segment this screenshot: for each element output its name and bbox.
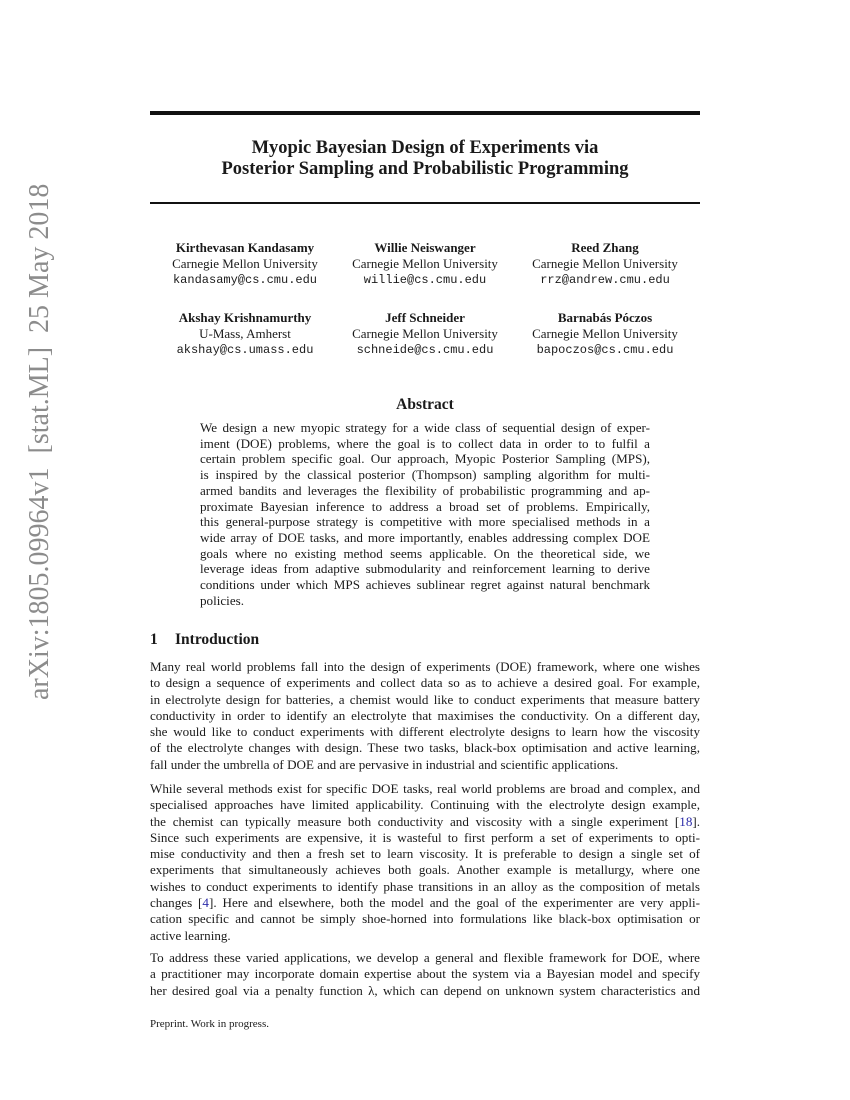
text-line: is inspired by the classical posterior (Thompson) sampling algorithm for multi- [200,467,650,483]
abstract-heading: Abstract [396,396,454,413]
text-line: Since such experiments are expensive, it is wasteful to first perform a set of experiments to opti- [150,829,700,845]
text-line: leverage ideas from adaptive submodularity and reinforcement learning to derive [200,561,650,577]
author-email[interactable]: akshay@cs.umass.edu [176,343,314,357]
paragraph [150,950,700,999]
text-line: goals where no existing method seems applicable. On the theoretical side, we [200,545,650,561]
abstract-text [200,420,650,608]
section-number: 1 [150,631,158,648]
citation-link[interactable]: 4 [202,895,209,911]
author [335,240,515,288]
author [515,310,695,358]
text-line: wishes to conduct experiments to identify phase transitions in an alloy as the composition of metals [150,878,700,894]
paragraph [150,659,700,773]
author-name: Reed Zhang [571,240,639,255]
text-line: policies. [200,592,244,608]
text-segment: changes [ [150,895,203,911]
author-email[interactable]: willie@cs.cmu.edu [363,273,487,287]
author-affiliation: U-Mass, Amherst [199,326,291,341]
text-line: armed bandits and leverages the flexibility of probabilistic programming and ap- [200,482,650,498]
text-line: proximate Bayesian inference to address a broad set of problems. Empirically, [200,498,650,514]
text-line: her desired goal via a penalty function λ, which can depend on unknown system characteristics and [150,982,700,998]
text-segment: ]. [692,813,700,829]
arxiv-date: 25 May 2018 [24,183,55,333]
text-line: conditions under which MPS achieves sublinear regret against natural benchmark [200,577,650,593]
text-line: experiments that simultaneously achieves both goals. Another example is metallurgy, where one [150,862,700,878]
author [515,240,695,288]
title-top-rule [150,111,700,115]
arxiv-identifier [24,184,56,700]
text-line: certain problem specific goal. Our approach, Myopic Posterior Sampling (MPS), [200,451,650,467]
paragraph [150,781,700,944]
text-line: conductivity in order to identify an electrolyte that maximises the conductivity. On a different day, [150,707,700,723]
arxiv-id: arXiv:1805.09964v1 [24,467,55,700]
title-line-1: Myopic Bayesian Design of Experiments via [251,138,599,158]
author-affiliation: Carnegie Mellon University [532,256,678,271]
title-bottom-rule [150,202,700,204]
author-name: Barnabás Póczos [557,310,653,325]
author-email[interactable]: bapoczos@cs.cmu.edu [536,343,674,357]
title-line-2: Posterior Sampling and Probabilistic Programming [221,159,629,179]
text-line [150,895,700,911]
citation-link[interactable]: 18 [679,813,693,829]
author-email[interactable]: schneide@cs.cmu.edu [356,343,494,357]
section-heading [150,631,259,649]
paper-title [150,138,700,180]
author-affiliation: Carnegie Mellon University [532,326,678,341]
author-affiliation: Carnegie Mellon University [172,256,318,271]
text-line: of the electrolyte changes with design. These two tasks, black-box optimisation and active learning, [150,740,700,756]
text-line: iment (DOE) problems, where the goal is to collect data in order to to fulfil a [200,435,650,451]
text-line: To address these varied applications, we develop a general and flexible framework for DOE, where [150,950,700,965]
text-line: in electrolyte design for batteries, a chemist would like to conduct experiments that measure battery [150,691,700,707]
author-email[interactable]: kandasamy@cs.cmu.edu [172,273,318,287]
text-line: a practitioner may incorporate domain expertise about the system via a Bayesian model and specify [150,966,700,982]
author [155,240,335,288]
text-line: to design a sequence of experiments and collect data so as to achieve a desired goal. For example, [150,675,700,691]
text-line: fall under the umbrella of DOE and are pervasive in industrial and scientific applications. [150,756,619,772]
text-line: cation specific and cannot be simply shoe-horned into formulations like black-box optimisation or [150,911,700,927]
author-name: Kirthevasan Kandasamy [175,240,315,255]
text-line: specialised approaches have limited applicability. Continuing with the electrolyte design example, [150,797,700,813]
text-line: this general-purpose strategy is competitive with more specialised methods in a [200,514,650,530]
author-affiliation: Carnegie Mellon University [352,256,498,271]
author-name: Willie Neiswanger [374,240,476,255]
text-line: mise conductivity and then a fresh set to learn viscosity. It is preferable to design a single set of [150,846,700,862]
arxiv-category: [stat.ML] [24,346,55,454]
text-segment: the chemist can typically measure both conductivity and viscosity with a single experiment [ [150,813,680,829]
text-line: Many real world problems fall into the design of experiments (DOE) framework, where one wishes [150,659,700,674]
text-segment: ]. Here and elsewhere, both the model and the goal of the experimenter are very appli- [208,895,700,911]
text-line [150,814,700,830]
author-name: Jeff Schneider [385,310,465,325]
text-line: active learning. [150,927,231,943]
author [335,310,515,358]
footer-note: Preprint. Work in progress. [150,1018,269,1030]
author-affiliation: Carnegie Mellon University [352,326,498,341]
section-title: Introduction [175,631,260,648]
text-line: wide array of DOE tasks, and more importantly, enables addressing complex DOE [200,529,650,545]
text-line: she would like to conduct experiments with different electrolyte designs to learn how the viscosity [150,724,700,740]
author-name: Akshay Krishnamurthy [178,310,312,325]
author [155,310,335,358]
text-line: We design a new myopic strategy for a wide class of sequential design of exper- [200,420,650,435]
author-email[interactable]: rrz@andrew.cmu.edu [540,273,670,287]
text-line: While several methods exist for specific DOE tasks, real world problems are broad and complex, and [150,781,700,796]
